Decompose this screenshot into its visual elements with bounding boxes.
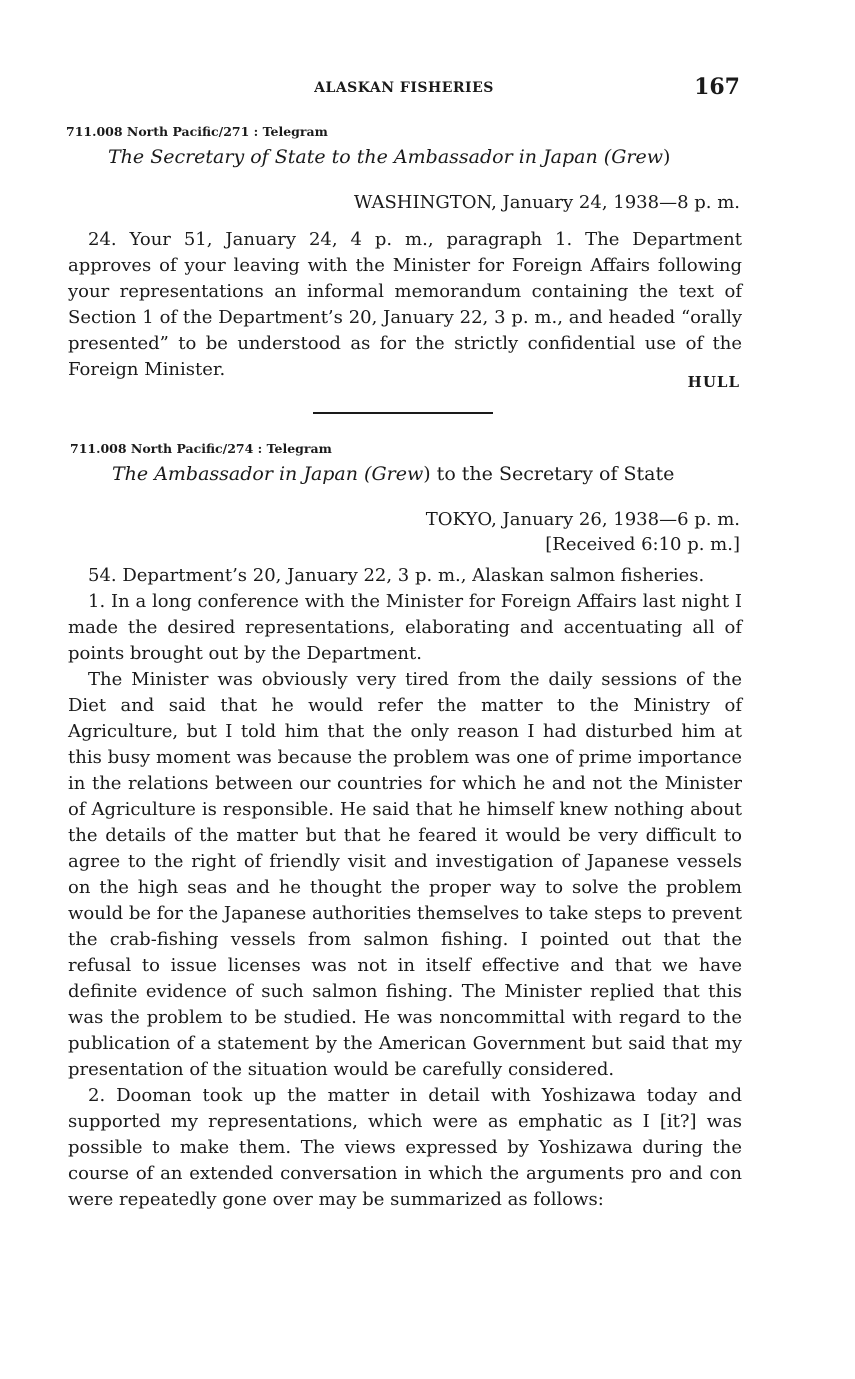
- document-body-2: [68, 563, 742, 1213]
- running-head: [68, 74, 740, 104]
- heading-name: Grew: [611, 146, 663, 168]
- body-paragraph: 24. Your 51, January 24, 4 p. m., paragraph 1. The Department approves of your leaving with the Minister for Foreign Affairs following your representations an informal memorandum containing the text of Section 1 of the Department’s 20, January 22, 3 p. m., and headed “orally presented” to be understood as for the strictly confidential use of the Foreign Minister.: [68, 229, 742, 380]
- heading-text: ) to the Secretary of State: [423, 463, 675, 485]
- heading-name: Grew: [371, 463, 424, 485]
- heading-text: The Secretary of State to the Ambassador in Japan (: [108, 146, 612, 168]
- heading-text: The Ambassador in Japan (: [112, 463, 372, 485]
- file-reference-2: 711.008 North Pacific/274 : Telegram: [70, 441, 332, 456]
- body-paragraph: 54. Department’s 20, January 22, 3 p. m., Alaskan salmon fisheries.: [88, 565, 705, 586]
- heading-text: ): [662, 146, 671, 168]
- body-paragraph: 2. Dooman took up the matter in detail with Yoshizawa today and supported my representations, which were as emphatic as I [it?] was possible to make them. The views expressed by Yoshizawa during the course of an extended conversation in which the arguments pro and con were repeatedly gone over may be summarized as follows:: [68, 1085, 742, 1210]
- signature: HULL: [687, 373, 740, 391]
- document-heading-2: [112, 463, 674, 485]
- dateline-2: TOKYO, January 26, 1938—6 p. m.: [425, 509, 740, 530]
- body-paragraph: The Minister was obviously very tired from the daily sessions of the Diet and said that he would refer the matter to the Ministry of Agriculture, but I told him that the only reason I had disturbed him at this busy moment was because the problem was one of prime importance in the relations between our countries for which he and not the Minister of Agriculture is responsible. He said that he himself knew nothing about the details of the matter but that he feared it would be very difficult to agree to the right of friendly visit and investigation of Japanese vessels on the high seas and he thought the proper way to solve the problem would be for the Japanese authorities themselves to take steps to prevent the crab-fishing vessels from salmon fishing. I pointed out that the refusal to issue licenses was not in itself effective and that we have definite evidence of such salmon fishing. The Minister replied that this was the problem to be studied. He was noncommittal with regard to the publication of a statement by the American Government but said that my presentation of the situation would be carefully considered.: [68, 669, 742, 1080]
- running-title: ALASKAN FISHERIES: [314, 80, 494, 96]
- document-heading-1: [108, 146, 670, 168]
- received-note: [Received 6:10 p. m.]: [545, 534, 740, 555]
- dateline-1: WASHINGTON, January 24, 1938—8 p. m.: [353, 192, 740, 213]
- file-reference-1: 711.008 North Pacific/271 : Telegram: [66, 124, 328, 139]
- page-number: 167: [694, 74, 740, 100]
- section-divider: [313, 412, 493, 414]
- document-body-1: [68, 227, 742, 383]
- body-paragraph: 1. In a long conference with the Minister for Foreign Affairs last night I made the desired representations, elaborating and accentuating all of points brought out by the Department.: [68, 591, 742, 664]
